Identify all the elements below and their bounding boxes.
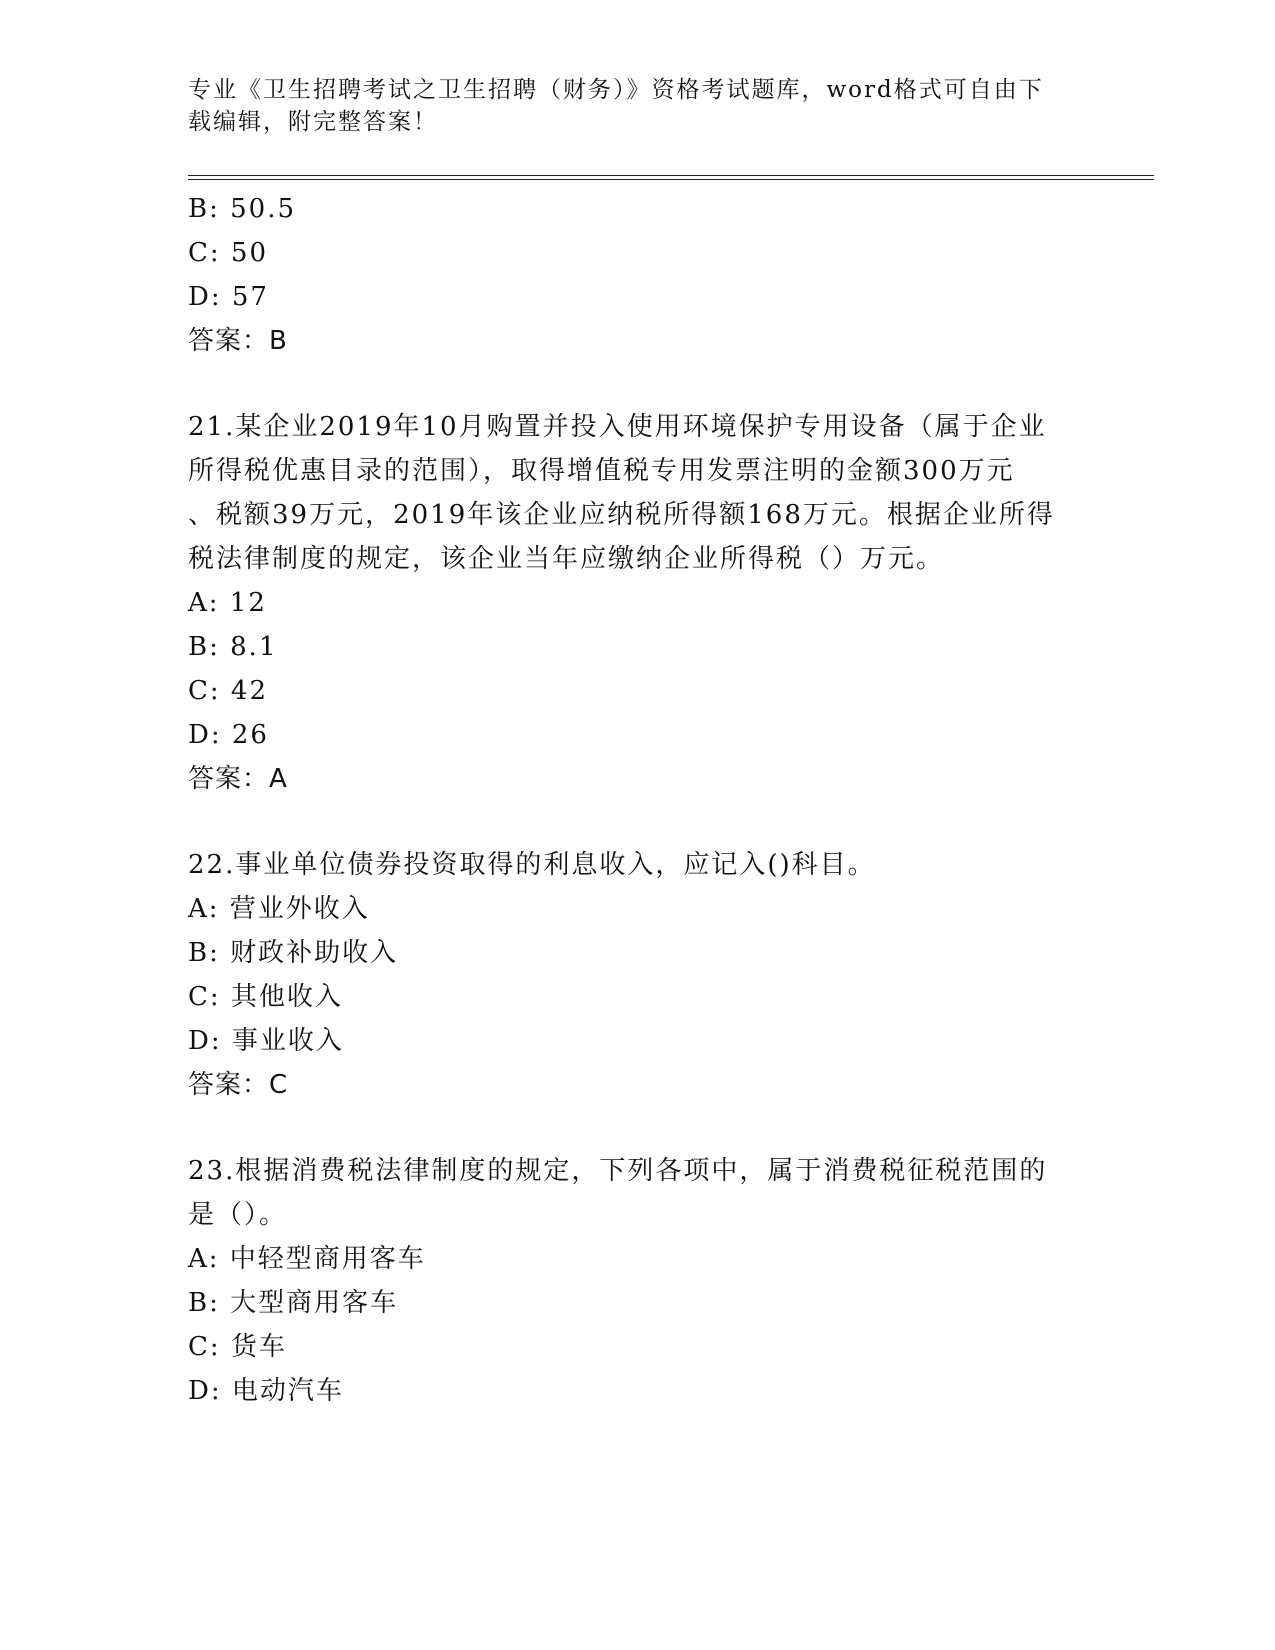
question-text: 税法律制度的规定，该企业当年应缴纳企业所得税（）万元。 [188, 544, 945, 574]
option-c: C: 42 [188, 676, 269, 706]
option-c: C: 货车 [188, 1332, 287, 1362]
document-header: 专业《卫生招聘考试之卫生招聘（财务）》资格考试题库，word格式可自由下载编辑，附完整答案！ [188, 77, 1044, 135]
question-text: 22.事业单位债券投资取得的利息收入，应记入()科目。 [188, 850, 876, 880]
question-text: 、税额39万元，2019年该企业应纳税所得额168万元。根据企业所得 [188, 500, 1055, 530]
option-b: B: 50.5 [188, 194, 297, 224]
option-d: D: 电动汽车 [188, 1376, 344, 1406]
option-d: D: 事业收入 [188, 1026, 344, 1056]
option-d: D: 26 [188, 720, 269, 750]
question-text: 21.某企业2019年10月购置并投入使用环境保护专用设备（属于企业 [188, 412, 1047, 442]
header-divider [188, 175, 1154, 180]
option-b: B: 大型商用客车 [188, 1288, 399, 1318]
option-b: B: 财政补助收入 [188, 938, 399, 968]
answer-line: 答案：A [188, 764, 288, 794]
question-text: 所得税优惠目录的范围），取得增值税专用发票注明的金额300万元 [188, 456, 1015, 486]
answer-line: 答案：B [188, 326, 288, 356]
answer-line: 答案：C [188, 1070, 289, 1100]
option-d: D: 57 [188, 282, 269, 312]
option-a: A: 营业外收入 [188, 894, 370, 924]
option-c: C: 50 [188, 238, 269, 268]
option-a: A: 12 [188, 588, 267, 618]
option-a: A: 中轻型商用客车 [188, 1244, 426, 1274]
question-text: 是（）。 [188, 1200, 288, 1230]
question-text: 23.根据消费税法律制度的规定，下列各项中，属于消费税征税范围的 [188, 1156, 1048, 1186]
option-b: B: 8.1 [188, 632, 278, 662]
option-c: C: 其他收入 [188, 982, 343, 1012]
